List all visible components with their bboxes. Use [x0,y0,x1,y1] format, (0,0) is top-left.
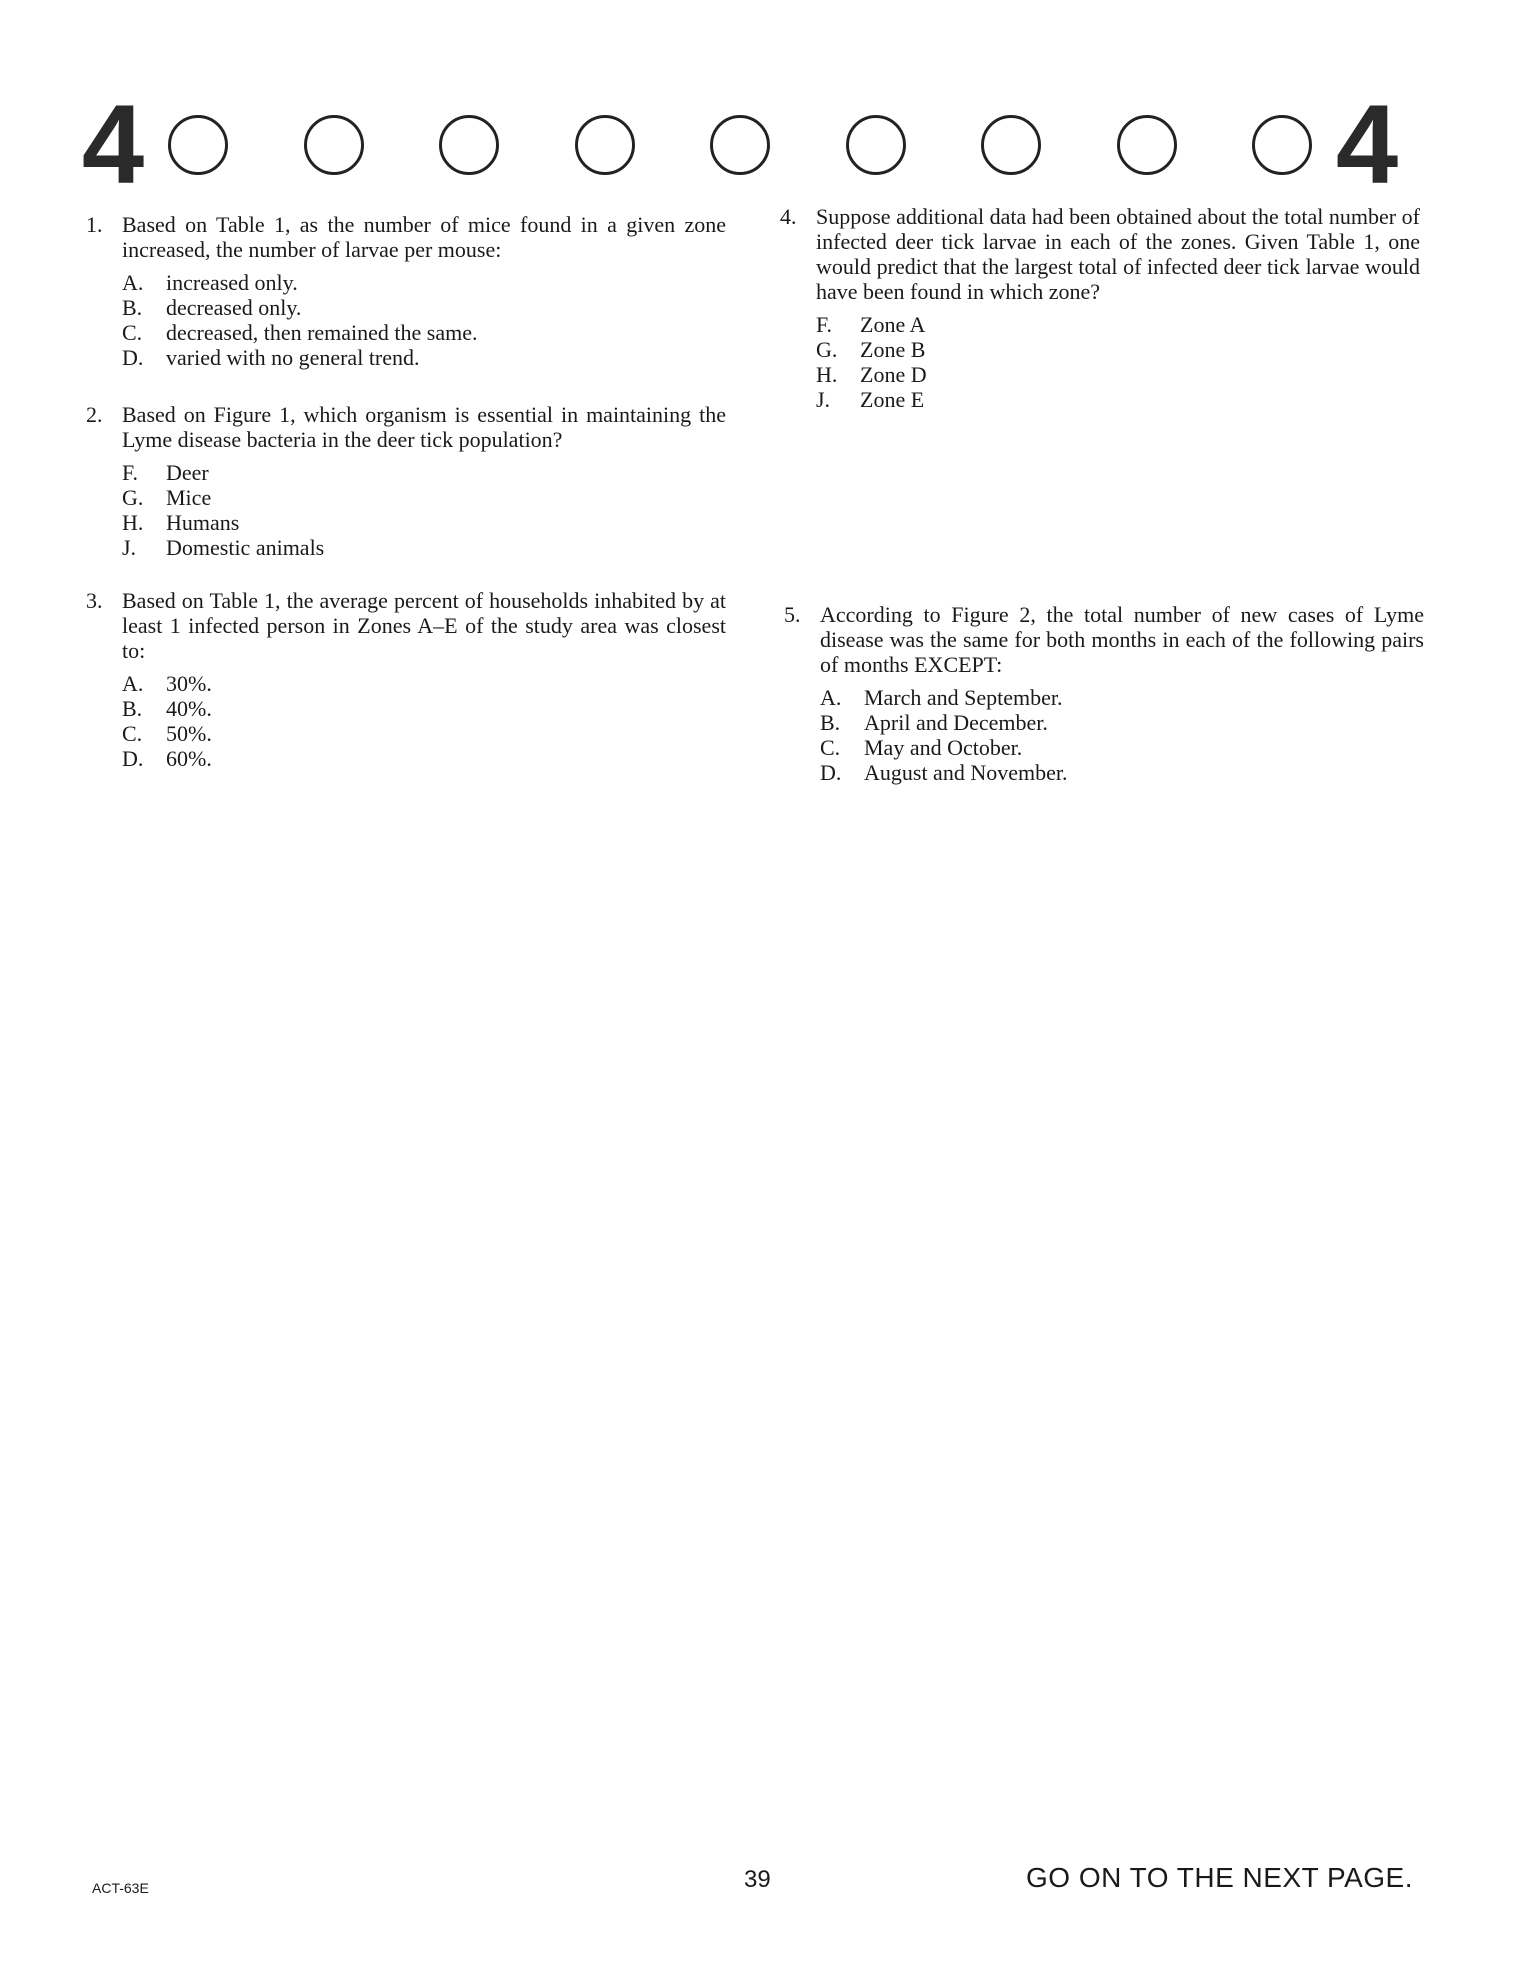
option-letter: C. [122,320,143,345]
answer-option[interactable] [820,685,1424,710]
option-text: Deer [166,460,209,485]
option-text: Zone A [860,312,926,337]
answer-option[interactable] [122,671,726,696]
answer-option[interactable] [122,721,726,746]
option-letter: D. [820,760,842,785]
option-letter: C. [820,735,841,760]
option-text: Zone D [860,362,927,387]
question-2 [86,402,726,560]
answer-option[interactable] [122,510,726,535]
question-stem: According to Figure 2, the total number of new cases of Lyme disease was the same for both months in each of the following pairs of months EXCEPT: [820,602,1424,677]
option-letter: D. [122,746,144,771]
answer-option[interactable] [816,387,1420,412]
answer-option[interactable] [816,362,1420,387]
answer-options [816,312,1420,412]
section-number-right: 4 [1335,82,1399,207]
option-text: Zone B [860,337,926,362]
header-circle [846,115,906,175]
option-letter: A. [122,270,144,295]
page-number: 39 [744,1866,771,1893]
next-page-instruction: GO ON TO THE NEXT PAGE. [1026,1862,1413,1893]
answer-option[interactable] [122,320,726,345]
header-circle-row [146,115,1334,175]
header-circle [439,115,499,175]
answer-options [122,270,726,370]
header-circle [168,115,228,175]
question-number: 3. [86,588,103,613]
option-letter: B. [820,710,841,735]
question-3 [86,588,726,771]
section-header [80,82,1400,207]
question-number: 2. [86,402,103,427]
option-text: 60%. [166,746,212,771]
option-text: 50%. [166,721,212,746]
option-text: May and October. [864,735,1023,760]
header-circle [981,115,1041,175]
answer-option[interactable] [820,760,1424,785]
option-text: Humans [166,510,240,535]
answer-option[interactable] [122,460,726,485]
header-circle [710,115,770,175]
option-letter: H. [122,510,144,535]
option-letter: C. [122,721,143,746]
question-stem: Based on Table 1, the average percent of households inhabited by at least 1 infected person in Zones A–E of the study area was closest to: [122,588,726,663]
answer-options [122,671,726,771]
answer-option[interactable] [820,735,1424,760]
option-letter: B. [122,295,143,320]
answer-option[interactable] [122,345,726,370]
answer-option[interactable] [816,337,1420,362]
option-letter: G. [816,337,838,362]
answer-option[interactable] [122,270,726,295]
question-stem: Based on Figure 1, which organism is essential in maintaining the Lyme disease bacteria in the deer tick population? [122,402,726,452]
answer-option[interactable] [122,535,726,560]
question-5 [784,602,1424,785]
option-text: increased only. [166,270,298,295]
option-text: 40%. [166,696,212,721]
option-text: Mice [166,485,212,510]
option-text: August and November. [864,760,1068,785]
answer-option[interactable] [816,312,1420,337]
option-text: April and December. [864,710,1048,735]
header-circle [304,115,364,175]
option-text: varied with no general trend. [166,345,420,370]
option-letter: H. [816,362,838,387]
question-4 [780,204,1420,412]
option-text: Zone E [860,387,925,412]
option-letter: F. [816,312,832,337]
answer-option[interactable] [122,696,726,721]
option-text: Domestic animals [166,535,325,560]
option-letter: B. [122,696,143,721]
answer-option[interactable] [122,485,726,510]
option-text: 30%. [166,671,212,696]
question-number: 5. [784,602,801,627]
answer-option[interactable] [122,295,726,320]
option-letter: J. [816,387,831,412]
section-number-left: 4 [81,82,145,207]
option-letter: A. [820,685,842,710]
question-stem: Suppose additional data had been obtained about the total number of infected deer tick larvae in each of the zones. Given Table 1, one would predict that the largest total of infected deer tick larvae would have been found in which zone? [816,204,1420,304]
option-text: decreased only. [166,295,302,320]
question-number: 1. [86,212,103,237]
option-letter: J. [122,535,137,560]
answer-options [122,460,726,560]
question-1 [86,212,726,370]
answer-options [820,685,1424,785]
form-code: ACT-63E [92,1880,149,1896]
header-circle [575,115,635,175]
right-column [780,204,1424,785]
option-letter: A. [122,671,144,696]
question-number: 4. [780,204,797,229]
question-stem: Based on Table 1, as the number of mice found in a given zone increased, the number of larvae per mouse: [122,212,726,262]
option-text: March and September. [864,685,1063,710]
header-circle [1252,115,1312,175]
header-circle [1117,115,1177,175]
option-letter: D. [122,345,144,370]
option-letter: G. [122,485,144,510]
left-column [86,212,726,771]
option-letter: F. [122,460,138,485]
answer-option[interactable] [122,746,726,771]
option-text: decreased, then remained the same. [166,320,478,345]
answer-option[interactable] [820,710,1424,735]
